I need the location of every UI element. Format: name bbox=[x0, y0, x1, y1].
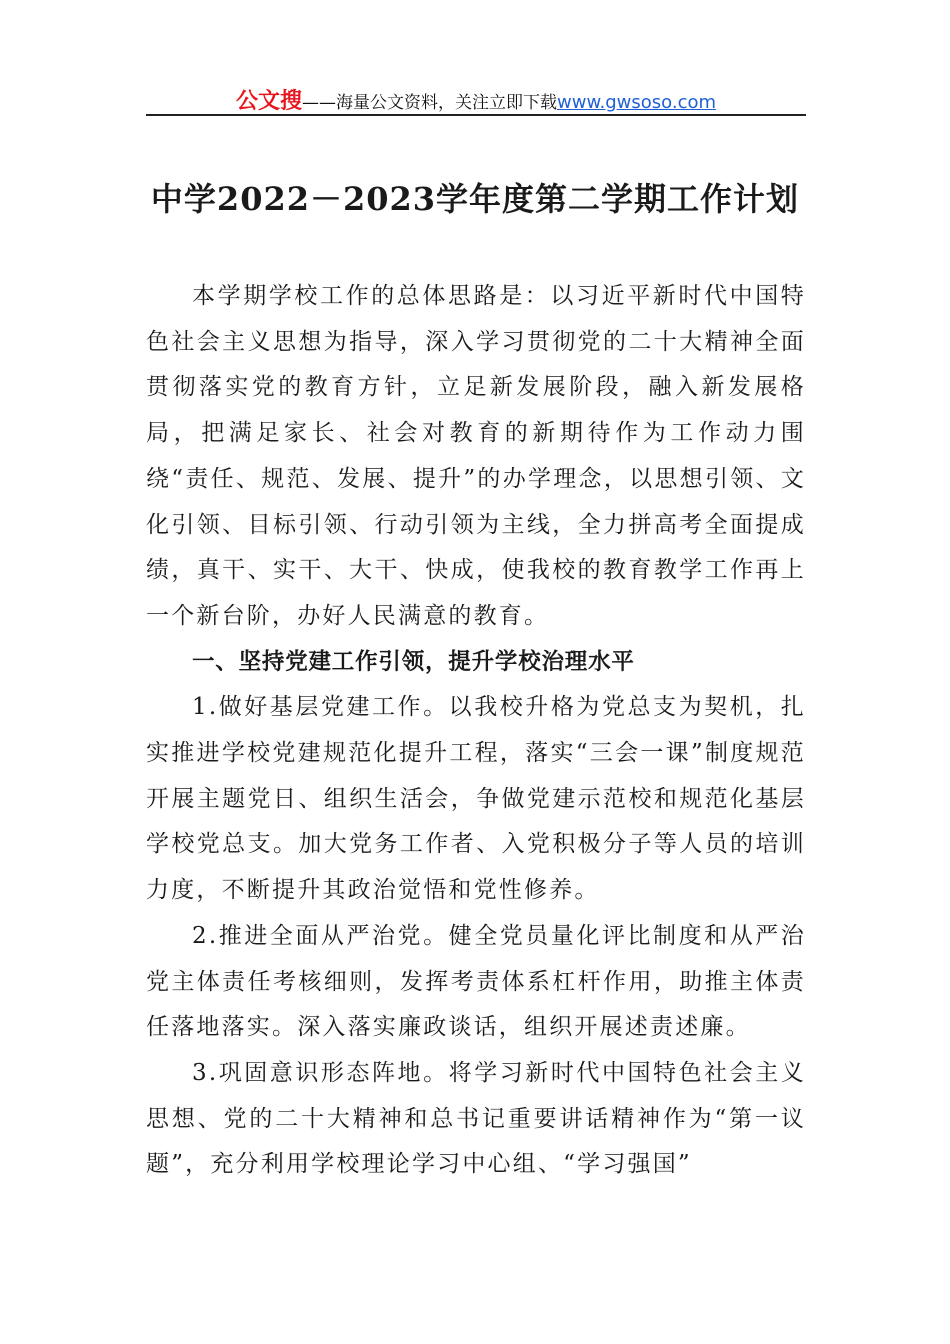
document-title: 中学2022－2023学年度第二学期工作计划 bbox=[150, 180, 800, 218]
header-tagline: ——海量公文资料，关注立即下载 bbox=[302, 93, 557, 113]
item-paragraph-2: 2.推进全面从严治党。健全党员量化评比制度和从严治党主体责任考核细则，发挥考责体系杠杆作用，助推主体责任落地落实。深入落实廉政谈话，组织开展述责述廉。 bbox=[146, 922, 806, 1041]
intro-paragraph: 本学期学校工作的总体思路是：以习近平新时代中国特色社会主义思想为指导，深入学习贯彻党的二十大精神全面贯彻落实党的教育方针，立足新发展阶段，融入新发展格局，把满足家长、社会对教育的新期待作为工作动力围绕“责任、规范、发展、提升”的办学理念，以思想引领、文化引领、目标引领、行动引领为主线，全力拼高考全面提成绩，真干、实干、大干、快成，使我校的教育教学工作再上一个新台阶，办好人民满意的教育。 bbox=[146, 283, 806, 629]
website-link[interactable]: www.gwsoso.com bbox=[557, 92, 717, 113]
brand-name: 公文搜 bbox=[235, 89, 302, 114]
document-body bbox=[146, 274, 806, 1188]
item-paragraph-1: 1.做好基层党建工作。以我校升格为党总支为契机，扎实推进学校党建规范化提升工程，落实“三会一课”制度规范开展主题党日、组织生活会，争做党建示范校和规范化基层学校党总支。加大党务工作者、入党积极分子等人员的培训力度，不断提升其政治觉悟和党性修养。 bbox=[146, 694, 806, 904]
page-header bbox=[146, 84, 806, 114]
header-divider bbox=[146, 114, 806, 116]
section-heading: 一、坚持党建工作引领，提升学校治理水平 bbox=[192, 648, 635, 675]
item-paragraph-3: 3.巩固意识形态阵地。将学习新时代中国特色社会主义思想、党的二十大精神和总书记重要讲话精神作为“第一议题”，充分利用学校理论学习中心组、“学习强国” bbox=[146, 1059, 806, 1178]
